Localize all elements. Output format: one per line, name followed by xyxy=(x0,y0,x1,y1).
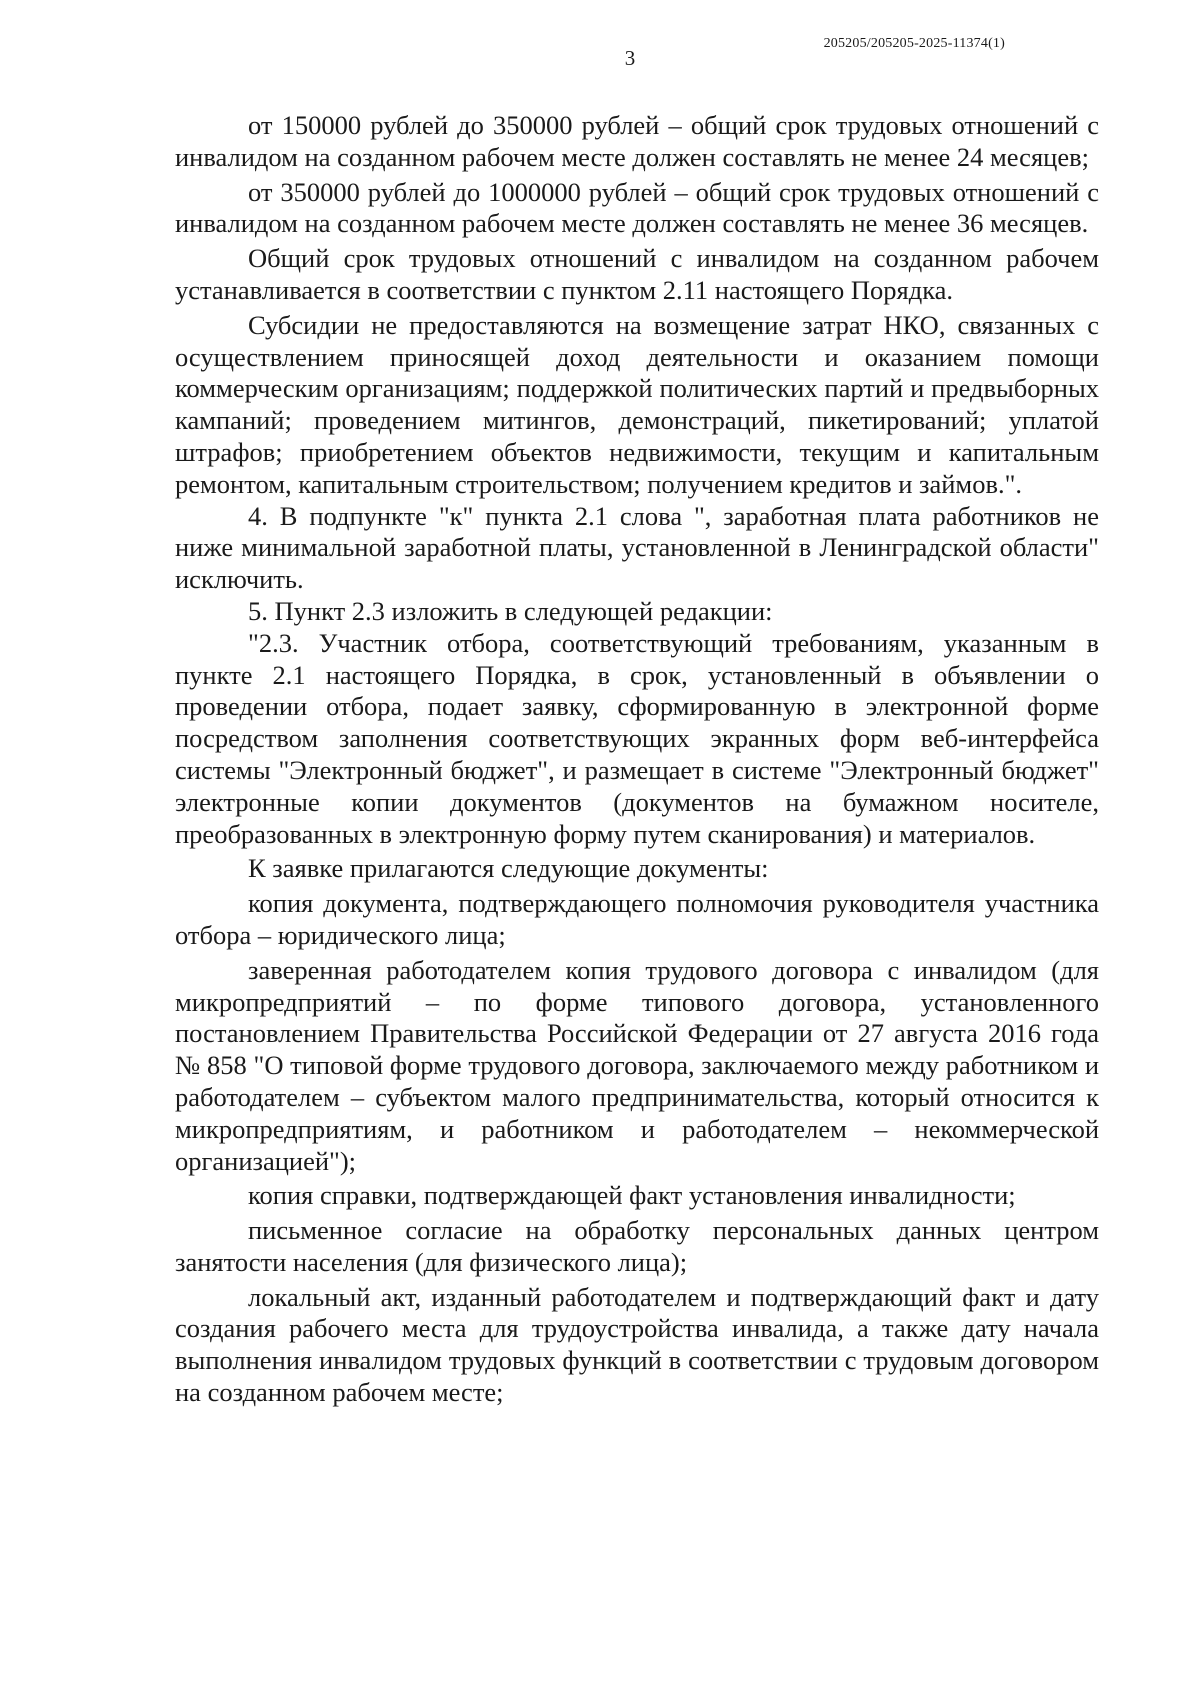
paragraph-subsidy-exclusions: Субсидии не предоставляются на возмещение затрат НКО, связанных с осуществлением приносящей доход деятельности и оказанием помощи коммерческим организациям; поддержкой политических партий и предвыборных кампаний; проведением митингов, демонстраций, пикетирований; уплатой штрафов; приобретением объектов недвижимости, текущим и капитальным ремонтом, капитальным строительством; получением кредитов и займов.". xyxy=(175,309,1099,499)
paragraph-clause-2-3: "2.3. Участник отбора, соответствующий требованиям, указанным в пункте 2.1 настоящего Порядка, в срок, установленный в объявлении о проведении отбора, подает заявку, сформированную в электронной форме посредством заполнения соответствующих экранных форм веб-интерфейса системы "Электронный бюджет", и размещает в системе "Электронный бюджет" электронные копии документов (документов на бумажном носителе, преобразованных в электронную форму путем сканирования) и материалов. xyxy=(175,627,1099,849)
document-body xyxy=(175,110,1099,1409)
list-item-authority-document: копия документа, подтверждающего полномочия руководителя участника отбора – юридического лица; xyxy=(175,888,1099,950)
paragraph-attached-documents-heading: К заявке прилагаются следующие документы: xyxy=(248,853,769,884)
list-item-personal-data-consent: письменное согласие на обработку персональных данных центром занятости населения (для физического лица); xyxy=(175,1215,1099,1277)
paragraph-term-36-months: от 350000 рублей до 1000000 рублей – общий срок трудовых отношений с инвалидом на созданном рабочем месте должен составлять не менее 36 месяцев. xyxy=(175,176,1099,239)
list-item-employment-contract: заверенная работодателем копия трудового договора с инвалидом (для микропредприятий – по форме типового договора, установленного постановлением Правительства Российской Федерации от 27 августа 2016 года № 858 "О типовой форме трудового договора, заключаемого между работником и работодателем – субъектом малого предпринимательства, который относится к микропредприятиям, и работником и работодателем – некоммерческой организацией"); xyxy=(175,954,1099,1176)
list-item-local-act: локальный акт, изданный работодателем и подтверждающий факт и дату создания рабочего места для трудоустройства инвалида, а также дату начала выполнения инвалидом трудовых функций в соответствии с трудовым договором на созданном рабочем месте; xyxy=(175,1281,1099,1408)
page-number: 3 xyxy=(624,46,636,70)
paragraph-term-24-months: от 150000 рублей до 350000 рублей – общий срок трудовых отношений с инвалидом на созданном рабочем месте должен составлять не менее 24 месяцев; xyxy=(175,110,1099,172)
paragraph-total-term: Общий срок трудовых отношений с инвалидом на созданном рабочем устанавливается в соответствии с пунктом 2.11 настоящего Порядка. xyxy=(175,243,1099,305)
list-item-disability-certificate: копия справки, подтверждающей факт установления инвалидности; xyxy=(248,1180,1016,1211)
document-registration-number: 205205/205205-2025-11374(1) xyxy=(823,36,1005,51)
paragraph-item-5: 5. Пункт 2.3 изложить в следующей редакции: xyxy=(248,595,773,626)
paragraph-item-4: 4. В подпункте "к" пункта 2.1 слова ", заработная плата работников не ниже минимальной заработной платы, установленной в Ленинградской области" исключить. xyxy=(175,500,1099,595)
